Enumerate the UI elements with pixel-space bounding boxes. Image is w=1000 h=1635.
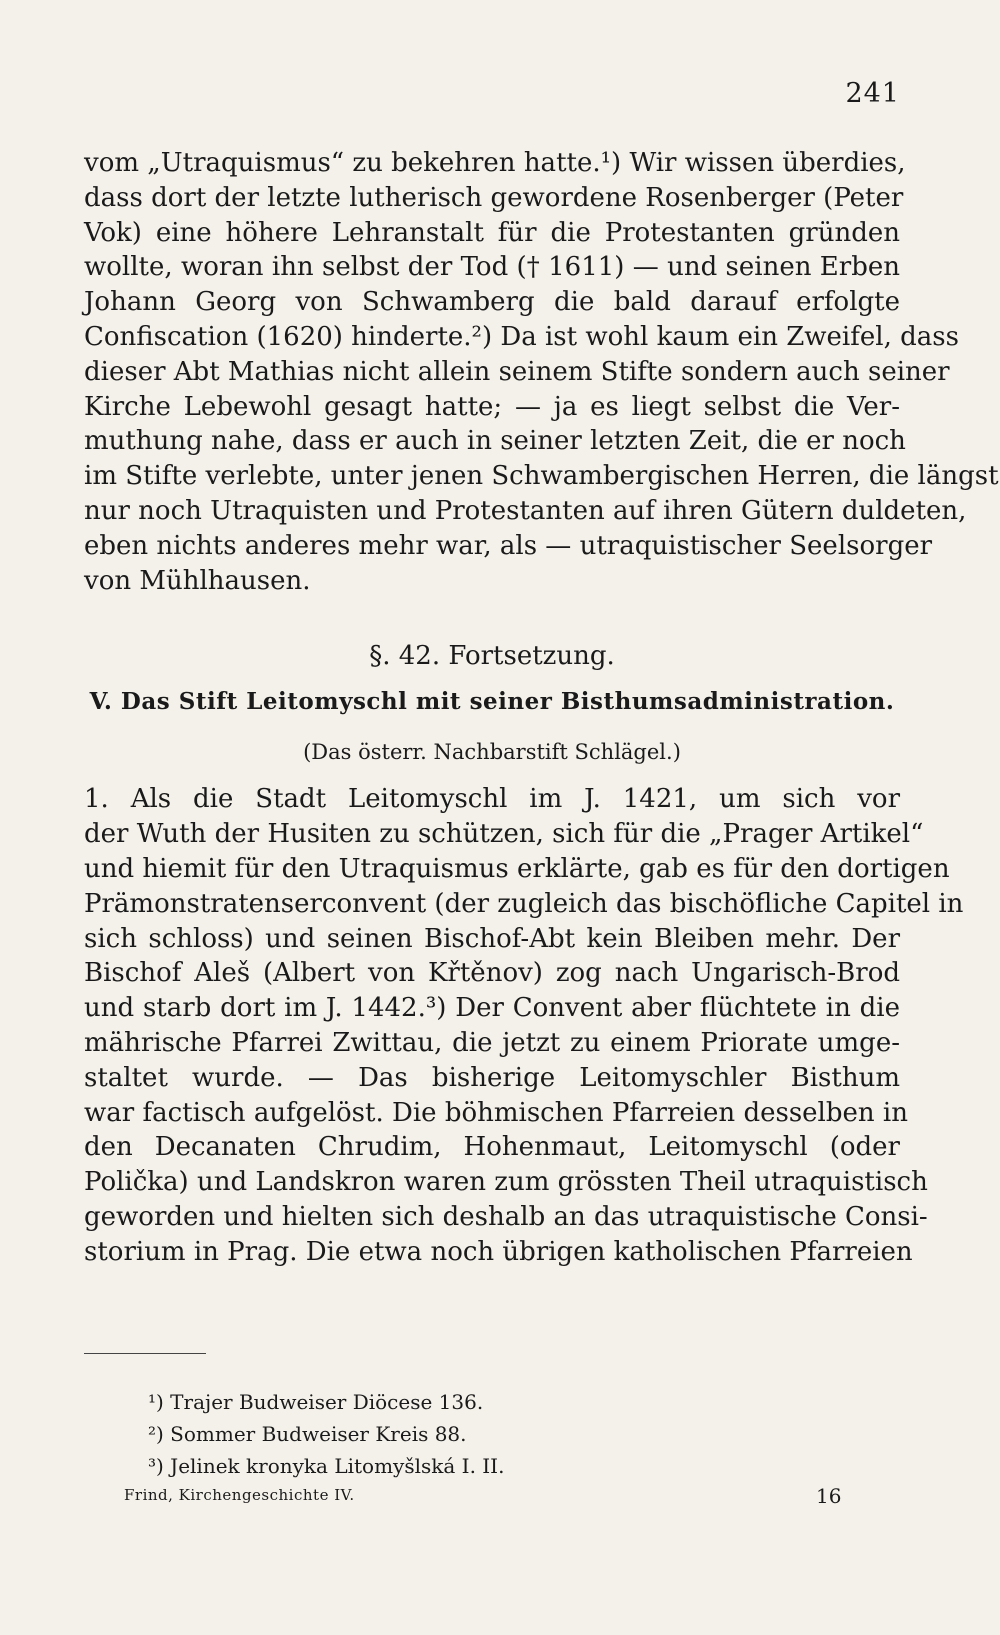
paragraph-1 bbox=[84, 146, 999, 598]
footnote-divider bbox=[84, 1353, 206, 1354]
text-line: dieser Abt Mathias nicht allein seinem Stifte sondern auch seiner bbox=[84, 356, 950, 387]
text-line: wollte, woran ihn selbst der Tod († 1611) — und seinen Erben bbox=[84, 252, 900, 283]
text-line: vom „Utraquismus“ zu bekehren hatte.¹) Wir wissen überdies, bbox=[84, 148, 906, 178]
paragraph-2 bbox=[84, 782, 964, 1269]
body-text bbox=[84, 146, 999, 1270]
text-line: Kirche Lebewohl gesagt hatte; — ja es liegt selbst die Ver- bbox=[84, 391, 900, 422]
text-line: war factisch aufgelöst. Die böhmischen Pfarreien desselben in bbox=[84, 1097, 908, 1128]
footnote: ²) Sommer Budweiser Kreis 88. bbox=[148, 1422, 467, 1446]
section-subheading: V. Das Stift Leitomyschl mit seiner Bisthumsadministration. bbox=[89, 688, 895, 716]
text-line: Bischof Aleš (Albert von Křtěnov) zog nach Ungarisch-Brod bbox=[84, 958, 900, 989]
text-line: Johann Georg von Schwamberg die bald darauf erfolgte bbox=[84, 287, 900, 318]
footnote: ³) Jelinek kronyka Litomyšlská I. II. bbox=[148, 1454, 505, 1478]
text-line: sich schloss) und seinen Bischof-Abt kein Bleiben mehr. Der bbox=[84, 923, 900, 954]
text-line: storium in Prag. Die etwa noch übrigen katholischen Pfarreien bbox=[84, 1236, 913, 1267]
text-line: muthung nahe, dass er auch in seiner letzten Zeit, die er noch bbox=[84, 426, 906, 457]
page-number: 241 bbox=[845, 78, 900, 109]
text-line: eben nichts anderes mehr war, als — utraquistischer Seelsorger bbox=[84, 530, 933, 561]
text-line: dass dort der letzte lutherisch gewordene Rosenberger (Peter bbox=[84, 182, 904, 213]
text-line: und hiemit für den Utraquismus erklärte, gab es für den dortigen bbox=[84, 853, 950, 884]
text-line: der Wuth der Husiten zu schützen, sich für die „Prager Artikel“ bbox=[84, 819, 924, 850]
signature-number: 16 bbox=[816, 1484, 842, 1508]
text-line: 1. Als die Stadt Leitomyschl im J. 1421, um sich vor bbox=[84, 784, 900, 815]
text-line: mährische Pfarrei Zwittau, die jetzt zu einem Priorate umge- bbox=[84, 1027, 900, 1058]
text-line: im Stifte verlebte, unter jenen Schwambergischen Herren, die längst bbox=[84, 461, 999, 492]
text-line: Vok) eine höhere Lehranstalt für die Protestanten gründen bbox=[84, 217, 900, 248]
text-line: geworden und hielten sich deshalb an das utraquistische Consi- bbox=[84, 1201, 928, 1232]
text-line: den Decanaten Chrudim, Hohenmaut, Leitomyschl (oder bbox=[84, 1132, 900, 1163]
text-line: und starb dort im J. 1442.³) Der Convent aber flüchtete in die bbox=[84, 993, 900, 1024]
section-subnote: (Das österr. Nachbarstift Schlägel.) bbox=[303, 740, 681, 765]
text-line: nur noch Utraquisten und Protestanten auf ihren Gütern duldeten, bbox=[84, 495, 967, 526]
text-line: Polička) und Landskron waren zum grössten Theil utraquistisch bbox=[84, 1167, 928, 1198]
footnote: ¹) Trajer Budweiser Diöcese 136. bbox=[148, 1390, 484, 1414]
text-line: Prämonstratenserconvent (der zugleich das bischöfliche Capitel in bbox=[84, 888, 964, 919]
section-heading: §. 42. Fortsetzung. bbox=[369, 641, 615, 672]
text-line: von Mühlhausen. bbox=[84, 565, 311, 596]
footnotes bbox=[148, 1386, 504, 1482]
text-line: Confiscation (1620) hinderte.²) Da ist wohl kaum ein Zweifel, dass bbox=[84, 321, 959, 352]
signature-mark: Frind, Kirchengeschichte IV. bbox=[124, 1486, 355, 1504]
text-line: staltet wurde. — Das bisherige Leitomyschler Bisthum bbox=[84, 1062, 900, 1093]
